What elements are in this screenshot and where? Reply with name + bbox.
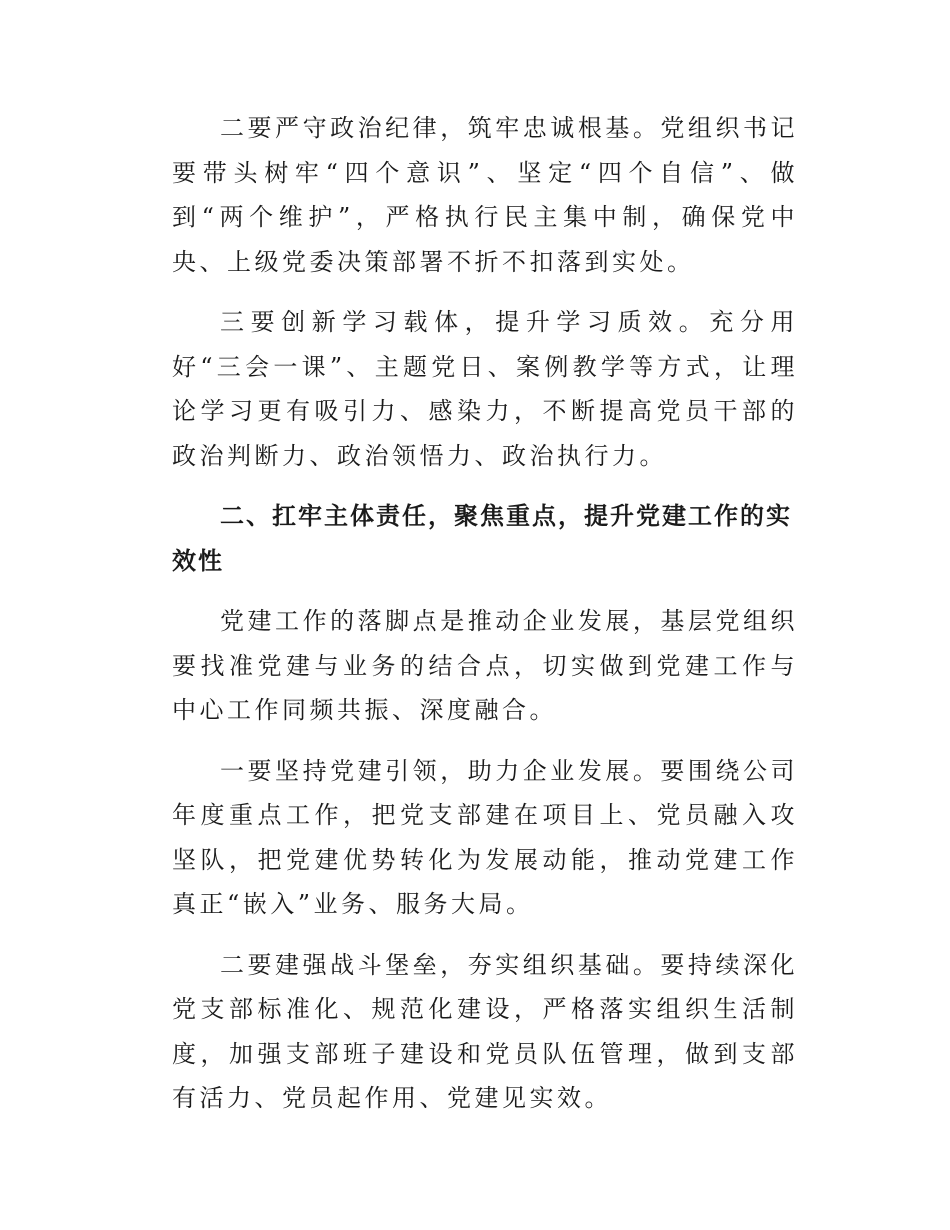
document-body: [172, 106, 798, 1137]
paragraph-party-leadership: 一要坚持党建引领，助力企业发展。要围绕公司年度重点工作，把党支部建在项目上、党员融入攻坚队，把党建优势转化为发展动能，推动党建工作真正“嵌入”业务、服务大局。: [172, 756, 798, 918]
paragraph-section-intro: 党建工作的落脚点是推动企业发展，基层党组织要找准党建与业务的结合点，切实做到党建工作与中心工作同频共振、深度融合。: [172, 607, 798, 724]
section-heading: 二、扛牢主体责任，聚焦重点，提升党建工作的实效性: [172, 502, 792, 575]
paragraph-organization: 二要建强战斗堡垒，夯实组织基础。要持续深化党支部标准化、规范化建设，严格落实组织生活制度，加强支部班子建设和党员队伍管理，做到支部有活力、党员起作用、党建见实效。: [172, 950, 798, 1112]
paragraph-discipline: 二要严守政治纪律，筑牢忠诚根基。党组织书记要带头树牢“四个意识”、坚定“四个自信”、做到“两个维护”，严格执行民主集中制，确保党中央、上级党委决策部署不折不扣落到实处。: [172, 114, 798, 276]
paragraph-learning: 三要创新学习载体，提升学习质效。充分用好“三会一课”、主题党日、案例教学等方式，让理论学习更有吸引力、感染力，不断提高党员干部的政治判断力、政治领悟力、政治执行力。: [172, 308, 798, 470]
